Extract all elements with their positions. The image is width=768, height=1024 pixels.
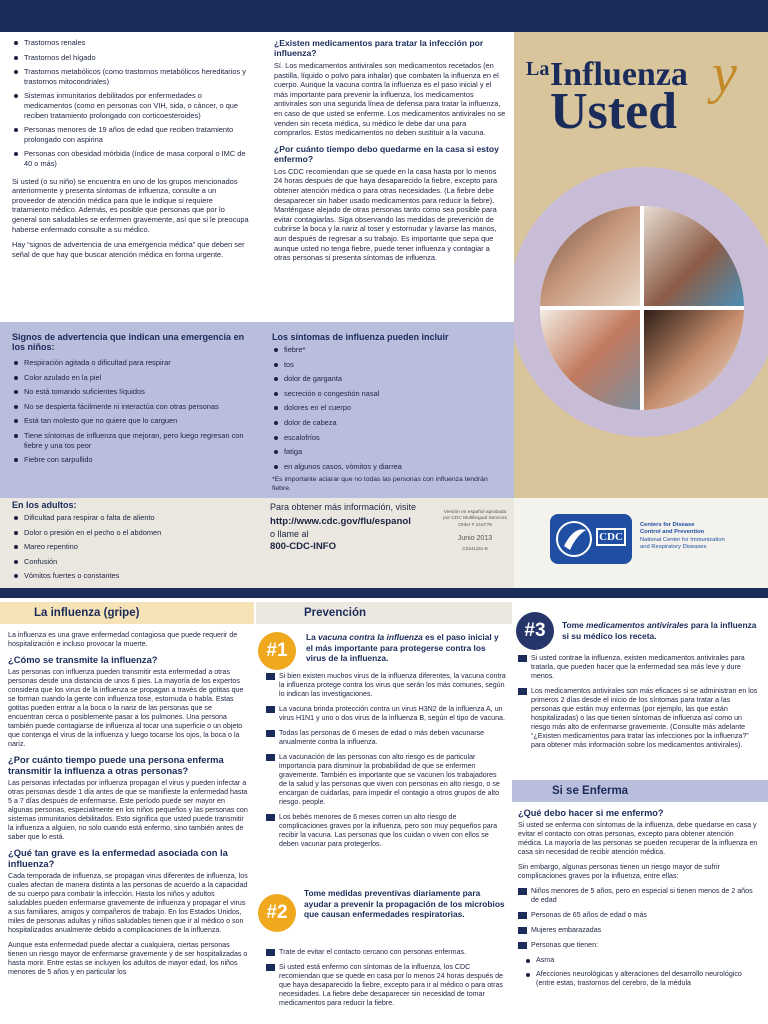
phone-number: 800-CDC-INFO — [270, 541, 337, 552]
version-text: Versión en español aprobada por CDC Multilingual Services Order # 216776 — [443, 510, 507, 528]
step-3-title — [562, 620, 762, 641]
title-usted: Usted — [550, 83, 678, 140]
list-item: Trastornos metabólicos (como trastornos metabólicos hereditarios y trastornos mitocondriales) — [12, 67, 250, 86]
step-3-title-part: Tome — [562, 620, 587, 630]
list-item: dolores en el cuerpo — [272, 403, 507, 413]
top-bar — [0, 0, 768, 32]
cdc-name-line: Control and Prevention — [640, 529, 705, 536]
list-item: No está tomando suficientes líquidos — [12, 387, 252, 397]
cdc-name-line: and Respiratory Diseases — [640, 544, 707, 551]
symptoms — [272, 332, 507, 494]
heading: ¿Por cuánto tiempo debo quedarme en la casa si estoy enfermo? — [274, 143, 499, 164]
sick-column — [518, 808, 760, 993]
list-item: No se despierta fácilmente ni interactúa con otras personas — [12, 402, 252, 412]
adults-signs — [12, 500, 252, 586]
list-item: Trastornos del hígado — [12, 53, 250, 63]
paragraph: Hay “signos de advertencia de una emergencia médica” que deben ser señal de que hay que buscar atención médica en forma urgente. — [12, 240, 245, 259]
heading: ¿Qué debo hacer si me enfermo? — [518, 808, 664, 818]
list-item: Mareo repentino — [12, 542, 252, 552]
heading: ¿Qué tan grave es la enfermedad asociada con la influenza? — [8, 847, 228, 869]
symptoms-list — [272, 345, 507, 471]
paragraph: Si usted (o su niño) se encuentra en uno de los grupos mencionados anteriormente y presenta síntomas de influenza, consulte a un proveedor de atención médica para que le indique si requiere tratamiento médico. Además, es posible que personas que por lo general son saludables se enfermen gravemente, así que si le preocupa haberse enfermado consulte a su médico. — [12, 176, 249, 234]
number-badge-2: #2 — [258, 894, 296, 932]
list-item: Personas con obesidad mórbida (índice de masa corporal o IMC de 40 o más) — [12, 149, 250, 168]
paragraph: Las personas infectadas por influenza propagan el virus y pueden infectar a otras personas desde 1 día antes de que se manifieste la enfermedad hasta 5 a 7 días después de enfermarse. Este período puede ser mayor en algunas personas, especialmente en los niños pequeños y las personas con sistemas inmunitarios debilitados. Esto significa que usted puede transmitir la influenza a alguien, no solo cuando está enfermo, sino también antes de saber que lo está. — [8, 779, 248, 841]
list-item: Trate de evitar el contacto cercano con personas enfermas. — [266, 948, 506, 957]
cdc-logo: CDC — [596, 528, 626, 546]
section-header: La influenza (gripe) — [0, 602, 254, 624]
step-1-title-em: vacuna contra la influenza — [318, 632, 423, 642]
cdc-url-link[interactable]: http://www.cdc.gov/flu/espanol — [270, 516, 411, 527]
list-item: La vacunación de las personas con alto riesgo es de particular importancia para disminuir la probabilidad de que se enfermen gravemente. También es importante que se vacunen los trabajadores de la salud y las personas que viven con personas en alto riesgo, o se encargan de cuidarlas, para impedir el contagio a otros grupos de alto riesgo. people. — [266, 753, 506, 807]
list-item: Trastornos renales — [12, 38, 250, 48]
list-item: Asma — [524, 956, 760, 965]
list-item: Respiración agitada o dificultad para respirar — [12, 358, 252, 368]
section-header: Prevención — [256, 602, 512, 624]
step-1-title-part: es el paso inicial y el más importante para protegerse contra los virus de la influenza. — [306, 632, 499, 663]
list-item: Todas las personas de 6 meses de edad o más deben vacunarse anualmente contra la influenza. — [266, 729, 506, 747]
prevention-list-1 — [266, 672, 506, 855]
paragraph: Cada temporada de influenza, se propagan virus diferentes de influenza, los cuales afectan de manera distinta a las personas de acuerdo a la capacidad de su cuerpo para combatir la infección. Hasta los niños y adultos saludables pueden enfermarse gravemente de influenza y propagar el virus a sus familiares, amigos y compañeros de trabajo. En los Estados Unidos, miles de personas adultas y niños saludables tienen que ir al médico o son hospitalizados anualmente debido a complicaciones de la influenza. — [8, 872, 248, 934]
heading: En los adultos: — [12, 500, 77, 510]
top-middle-column — [274, 38, 506, 269]
list-item: en algunos casos, vómitos y diarrea — [272, 462, 507, 472]
list-item: fiebre* — [272, 345, 507, 355]
photo-handwashing — [540, 310, 640, 410]
heading: ¿Por cuánto tiempo puede una persona enferma transmitir la influenza a otras personas? — [8, 754, 224, 776]
heading: ¿Cómo se transmite la influenza? — [8, 654, 158, 665]
conditions-list — [12, 38, 250, 169]
paragraph: Si usted se enferma con síntomas de la influenza, debe quedarse en casa y evitar el contacto con otras personas, excepto para obtener atención médica. La mayoría de las personas se pueden recuperar de la influenza en casa sin necesidad de recibir atención médica. — [518, 821, 758, 856]
list-item: Dificultad para respirar o falta de aliento — [12, 513, 252, 523]
list-item: dolor de garganta — [272, 374, 507, 384]
list-item: Sistemas inmunitarios debilitados por enfermedades o medicamentos (como en personas con VIH, sida, o cáncer, o que reciben tratamiento prolongado con corticoesteroides) — [12, 91, 250, 120]
children-signs — [12, 332, 252, 470]
step-3-title-em: medicamentos antivirales — [586, 620, 689, 630]
list-item: Los medicamentos antivirales son más eficaces si se administran en los primeros 2 días desde el inicio de los síntomas para tratar a las personas que están muy enfermas (por ejemplo, las que están hospitalizadas) o las que tienen síntomas de influenza así como un riesgo más alto de enfermarse gravemente. (Consulte más adelante “¿Existen medicamentos para tratar las infecciones por la influenza?” para obtener más información sobre los medicamentos antivirales). — [518, 687, 760, 750]
prevention-list-2 — [266, 948, 506, 1014]
paragraph: La influenza es una grave enfermedad contagiosa que puede requerir de hospitalización e incluso provocar la muerte. — [8, 631, 238, 648]
list-item: Está tan molesto que no quiere que lo carguen — [12, 416, 252, 426]
list-item: escalofríos — [272, 433, 507, 443]
photo-nasal-vaccine — [644, 310, 744, 410]
list-item: Afecciones neurológicas y alteraciones del desarrollo neurológico (entre estas, trastornos del cerebro, de la médula — [524, 970, 760, 988]
list-item: La vacuna brinda protección contra un virus H3N2 de la influenza A, un virus H1N1 y uno o dos virus de la influenza B, según el tipo de vacuna. — [266, 705, 506, 723]
title-influenza: Influenza — [550, 56, 688, 93]
list-item: Fiebre con sarpullido — [12, 455, 252, 465]
step-3-title-part: para la influenza si su médico los receta. — [562, 620, 757, 641]
version-info — [442, 510, 508, 551]
risk-sublist — [524, 956, 760, 988]
adults-signs-list — [12, 513, 252, 581]
list-item: Si usted está enfermo con síntomas de la influenza, los CDC recomiendan que se quede en casa por lo menos 24 horas después de que haya desaparecido la fiebre, excepto para ir al médico o para otras necesidades. La fiebre debe desaparecer sin necesidad de tomar medicamentos para reducir la fiebre. — [266, 963, 506, 1008]
photo-collage — [540, 206, 744, 410]
footnote: *Es importante aclarar que no todas las personas con influenza tendrán fiebre. — [272, 476, 488, 492]
hhs-eagle-icon — [556, 518, 592, 560]
list-item: Personas que tienen: — [518, 941, 760, 950]
list-item: Personas menores de 19 años de edad que reciben tratamiento prolongado con aspirina — [12, 125, 250, 144]
photo-child-vaccine — [644, 206, 744, 306]
bottom-left-column — [8, 631, 248, 983]
heading: ¿Existen medicamentos para tratar la infección por influenza? — [274, 38, 484, 58]
cdc-name-line: Centers for Disease — [640, 522, 695, 528]
list-item: Vómitos fuertes o constantes — [12, 571, 252, 581]
paragraph: Aunque esta enfermedad puede afectar a cualquiera, ciertas personas tienen un riesgo mayor de enfermarse gravemente y de ser hospitalizadas o hasta morir. Entre estas se incluyen los adultos de mayor edad, los niños menores de 5 años y en particular los — [8, 941, 248, 976]
fold-bar — [0, 588, 768, 598]
list-item: Dolor o presión en el pecho o el abdomen — [12, 528, 252, 538]
code: CS241151-B — [462, 546, 488, 552]
info-line: Para obtener más información, visite — [270, 502, 417, 512]
cdc-name-line: National Center for Immunization — [640, 536, 725, 543]
heading: Los síntomas de influenza pueden incluir — [272, 332, 449, 342]
paragraph: Los CDC recomiendan que se quede en la casa hasta por lo menos 24 horas después de que haya desaparecido la fiebre, excepto para obtener atención médica o para otras necesidades. (La fiebre debe desaparecer sin haber usado medicamentos para reducir la fiebre). Manténgase alejado de otras personas tanto como sea posible para evitar contagiarlas. Siga observando las medidas de prevención de cubrirse la boca y la nariz al toser y estornudar y lavarse las manos, aun después de regresar a su trabajo. Es importante que sepa que aunque usted no tenga fiebre, puede tener influenza y contagiar a otras personas si presenta síntomas de influenza. — [274, 166, 498, 263]
paragraph: Sin embargo, algunas personas tienen un riesgo mayor de sufrir complicaciones graves por la influenza, entre ellas: — [518, 863, 720, 880]
step-1-title-part: La — [306, 632, 319, 642]
list-item: dolor de cabeza — [272, 418, 507, 428]
info-block — [270, 502, 440, 552]
list-item: Confusión — [12, 557, 252, 567]
list-item: Niños menores de 5 años, pero en especial si tienen menos de 2 años de edad — [518, 887, 760, 905]
cover-title — [526, 43, 761, 152]
list-item: Mujeres embarazadas — [518, 926, 760, 935]
list-item: secreción o congestión nasal — [272, 389, 507, 399]
list-item: Si bien existen muchos virus de la influenza diferentes, la vacuna contra la influenza protege contra los virus que serán los más comunes, según lo indican las investigaciones. — [266, 672, 506, 699]
paragraph: Sí. Los medicamentos antivirales son medicamentos recetados (en pastilla, líquido o polvo para inhalar) que combaten la influenza en el cuerpo. Aunque la vacuna contra la influenza es el paso inicial y el más importante para prevenir la influenza, los medicamentos antivirales son una segunda línea de defensa para tratar la influenza, en caso de que usted se enferme. Los medicamentos antivirales no se venden sin receta médica, su médico le debe dar una para comprarlos. Estos medicamentos no deben sustituir a la vacuna. — [274, 61, 506, 138]
title-y: y — [712, 43, 737, 105]
children-signs-list — [12, 358, 252, 465]
photo-woman-sneezing — [540, 206, 640, 306]
list-item: Los bebés menores de 6 meses corren un alto riesgo de complicaciones graves por la influenza, pero son muy pequeños para recibir la vacuna. Las personas que los cuidan o viven con ellos se deben vacunar para protegerlos. — [266, 813, 506, 849]
title-la: La — [526, 58, 550, 80]
list-item: Personas de 65 años de edad o más — [518, 911, 760, 920]
number-badge-3: #3 — [516, 612, 554, 650]
info-line: o llame al — [270, 529, 309, 539]
list-item: tos — [272, 360, 507, 370]
list-item: Tiene síntomas de influenza que mejoran, pero luego regresan con fiebre y una tos peor — [12, 431, 252, 450]
step-2-title: Tome medidas preventivas diariamente para ayudar a prevenir la propagación de los microbios que causan enfermedades respiratorias. — [304, 888, 505, 919]
paragraph: Las personas con influenza pueden transmitir esta enfermedad a otras personas desde una distancia de unos 6 pies. La mayoría de los expertos considera que los virus de la influenza se propagan a través de gotitas que se forman cuando la gente con influenza tose, estornuda o habla. Estas gotitas pueden entrar a la boca o la nariz de las personas que se encuentran cerca o posiblemente pasar a los pulmones. Una persona también puede contagiarse de influenza al tocar una superficie o un objeto que contenga el virus de la influenza y luego tocarse los ojos, la boca o la nariz. — [8, 668, 244, 748]
step-1-title — [306, 632, 506, 664]
heading: Signos de advertencia que indican una emergencia en los niños: — [12, 332, 245, 352]
cdc-name — [640, 522, 760, 552]
list-item: Si usted contrae la influenza, existen medicamentos antivirales para tratarla, que pueden hacer que la enfermedad sea más leve y dure menos. — [518, 654, 760, 681]
list-item: fatiga — [272, 447, 507, 457]
risk-list — [518, 887, 760, 950]
top-left-column — [12, 38, 250, 265]
antiviral-list — [518, 654, 760, 756]
number-badge-1: #1 — [258, 632, 296, 670]
list-item: Color azulado en la piel — [12, 373, 252, 383]
date: Junio 2013 — [457, 535, 493, 543]
section-header: Si se Enferma — [512, 780, 768, 802]
